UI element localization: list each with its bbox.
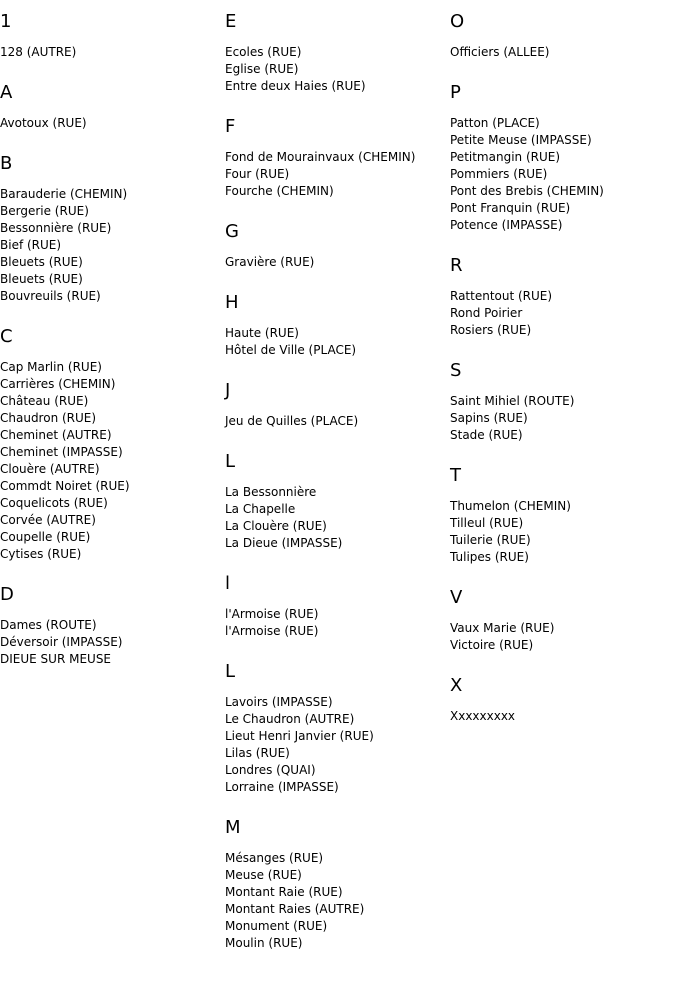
letter-group bbox=[450, 464, 675, 566]
street-list bbox=[450, 44, 675, 61]
street-link-petitmangin-rue[interactable]: Petitmangin (RUE) bbox=[450, 150, 561, 164]
letter-heading: J bbox=[225, 380, 231, 401]
street-list bbox=[225, 44, 450, 95]
street-link-pont-des-brebis-chemin[interactable]: Pont des Brebis (CHEMIN) bbox=[450, 184, 604, 198]
street-link-chateau-rue[interactable]: Château (RUE) bbox=[0, 394, 89, 408]
letter-group bbox=[450, 586, 675, 654]
street-link-carrieres-chemin[interactable]: Carrières (CHEMIN) bbox=[0, 377, 116, 391]
street-link-clouere-autre[interactable]: Clouère (AUTRE) bbox=[0, 462, 100, 476]
street-list bbox=[450, 498, 675, 566]
street-list bbox=[0, 617, 225, 668]
street-link-la-chapelle[interactable]: La Chapelle bbox=[225, 502, 296, 516]
street-link-thumelon-chemin[interactable]: Thumelon (CHEMIN) bbox=[450, 499, 571, 513]
street-link-cheminet-impasse[interactable]: Cheminet (IMPASSE) bbox=[0, 445, 123, 459]
street-list bbox=[225, 413, 450, 430]
street-link-mesanges-rue[interactable]: Mésanges (RUE) bbox=[225, 851, 324, 865]
letter-group bbox=[225, 10, 450, 95]
street-link-cap-marlin-rue[interactable]: Cap Marlin (RUE) bbox=[0, 360, 102, 374]
street-link-patton-place[interactable]: Patton (PLACE) bbox=[450, 116, 540, 130]
letter-group bbox=[450, 674, 675, 725]
street-list bbox=[450, 708, 675, 725]
letter-heading: X bbox=[450, 675, 463, 696]
letter-heading: P bbox=[450, 82, 461, 103]
letter-group bbox=[225, 450, 450, 552]
street-list bbox=[225, 325, 450, 359]
street-list bbox=[0, 44, 225, 61]
letter-heading: G bbox=[225, 221, 239, 242]
street-link-la-dieue-impasse[interactable]: La Dieue (IMPASSE) bbox=[225, 536, 343, 550]
street-link-saint-mihiel-route[interactable]: Saint Mihiel (ROUTE) bbox=[450, 394, 575, 408]
street-link-sapins-rue[interactable]: Sapins (RUE) bbox=[450, 411, 528, 425]
street-link-cheminet-autre[interactable]: Cheminet (AUTRE) bbox=[0, 428, 112, 442]
street-link-rattentout-rue[interactable]: Rattentout (RUE) bbox=[450, 289, 553, 303]
street-link-bleuets-rue[interactable]: Bleuets (RUE) bbox=[0, 255, 83, 269]
street-list bbox=[225, 149, 450, 200]
letter-group bbox=[450, 359, 675, 444]
street-link-stade-rue[interactable]: Stade (RUE) bbox=[450, 428, 523, 442]
street-link-l-armoise-rue[interactable]: l'Armoise (RUE) bbox=[225, 624, 319, 638]
street-link-rosiers-rue[interactable]: Rosiers (RUE) bbox=[450, 323, 532, 337]
letter-group bbox=[0, 10, 225, 61]
letter-heading: E bbox=[225, 11, 237, 32]
letter-group bbox=[450, 81, 675, 234]
street-link-bleuets-rue[interactable]: Bleuets (RUE) bbox=[0, 272, 83, 286]
street-link-commdt-noiret-rue[interactable]: Commdt Noiret (RUE) bbox=[0, 479, 130, 493]
letter-heading: l bbox=[225, 573, 231, 594]
street-link-bergerie-rue[interactable]: Bergerie (RUE) bbox=[0, 204, 89, 218]
letter-group bbox=[450, 254, 675, 339]
letter-heading: O bbox=[450, 11, 465, 32]
letter-group bbox=[225, 572, 450, 640]
letter-heading: T bbox=[450, 465, 461, 486]
letter-group bbox=[0, 583, 225, 668]
street-link-coquelicots-rue[interactable]: Coquelicots (RUE) bbox=[0, 496, 108, 510]
letter-group bbox=[0, 81, 225, 132]
street-link-deversoir-impasse[interactable]: Déversoir (IMPASSE) bbox=[0, 635, 123, 649]
street-link-la-clouere-rue[interactable]: La Clouère (RUE) bbox=[225, 519, 327, 533]
street-link-moulin-rue[interactable]: Moulin (RUE) bbox=[225, 936, 303, 950]
street-list bbox=[0, 359, 225, 563]
letter-group bbox=[0, 325, 225, 563]
letter-heading: B bbox=[0, 153, 13, 174]
letter-heading: 1 bbox=[0, 11, 12, 32]
street-list bbox=[450, 115, 675, 234]
street-link-meuse-rue[interactable]: Meuse (RUE) bbox=[225, 868, 302, 882]
street-link-dames-route[interactable]: Dames (ROUTE) bbox=[0, 618, 97, 632]
street-link-bief-rue[interactable]: Bief (RUE) bbox=[0, 238, 62, 252]
letter-heading: D bbox=[0, 584, 14, 605]
letter-group bbox=[450, 10, 675, 61]
street-link-fourche-chemin[interactable]: Fourche (CHEMIN) bbox=[225, 184, 334, 198]
street-link-vaux-marie-rue[interactable]: Vaux Marie (RUE) bbox=[450, 621, 555, 635]
letter-heading: V bbox=[450, 587, 463, 608]
street-link-fond-de-mourainvaux-chemin[interactable]: Fond de Mourainvaux (CHEMIN) bbox=[225, 150, 416, 164]
street-list bbox=[225, 484, 450, 552]
street-link-monument-rue[interactable]: Monument (RUE) bbox=[225, 919, 328, 933]
street-list bbox=[225, 254, 450, 271]
street-list bbox=[450, 620, 675, 654]
street-link-tuilerie-rue[interactable]: Tuilerie (RUE) bbox=[450, 533, 531, 547]
street-link-hotel-de-ville-place[interactable]: Hôtel de Ville (PLACE) bbox=[225, 343, 357, 357]
street-list bbox=[0, 115, 225, 132]
street-link-coupelle-rue[interactable]: Coupelle (RUE) bbox=[0, 530, 91, 544]
letter-group bbox=[0, 152, 225, 305]
street-link-rond-poirier[interactable]: Rond Poirier bbox=[450, 306, 523, 320]
street-link-chaudron-rue[interactable]: Chaudron (RUE) bbox=[0, 411, 97, 425]
street-link-tulipes-rue[interactable]: Tulipes (RUE) bbox=[450, 550, 529, 564]
letter-heading: M bbox=[225, 817, 241, 838]
street-index-column-2 bbox=[225, 10, 450, 972]
letter-group bbox=[225, 115, 450, 200]
street-link-pont-franquin-rue[interactable]: Pont Franquin (RUE) bbox=[450, 201, 571, 215]
street-link-londres-quai[interactable]: Londres (QUAI) bbox=[225, 763, 316, 777]
letter-heading: C bbox=[0, 326, 13, 347]
street-link-la-bessonniere[interactable]: La Bessonnière bbox=[225, 485, 317, 499]
street-list bbox=[0, 186, 225, 305]
street-index-column-3 bbox=[450, 10, 675, 745]
letter-heading: L bbox=[225, 451, 236, 472]
street-link-128-autre[interactable]: 128 (AUTRE) bbox=[0, 45, 77, 59]
letter-heading: R bbox=[450, 255, 463, 276]
letter-group bbox=[225, 220, 450, 271]
street-link-avotoux-rue[interactable]: Avotoux (RUE) bbox=[0, 116, 87, 130]
street-link-montant-raie-rue[interactable]: Montant Raie (RUE) bbox=[225, 885, 343, 899]
street-link-dieue-sur-meuse[interactable]: DIEUE SUR MEUSE bbox=[0, 652, 112, 666]
street-link-montant-raies-autre[interactable]: Montant Raies (AUTRE) bbox=[225, 902, 365, 916]
street-link-lieut-henri-janvier-rue[interactable]: Lieut Henri Janvier (RUE) bbox=[225, 729, 374, 743]
street-link-l-armoise-rue[interactable]: l'Armoise (RUE) bbox=[225, 607, 319, 621]
street-link-four-rue[interactable]: Four (RUE) bbox=[225, 167, 290, 181]
street-link-petite-meuse-impasse[interactable]: Petite Meuse (IMPASSE) bbox=[450, 133, 592, 147]
street-link-barauderie-chemin[interactable]: Barauderie (CHEMIN) bbox=[0, 187, 128, 201]
street-link-corvee-autre[interactable]: Corvée (AUTRE) bbox=[0, 513, 96, 527]
letter-heading: L bbox=[225, 661, 236, 682]
street-link-victoire-rue[interactable]: Victoire (RUE) bbox=[450, 638, 534, 652]
street-link-cytises-rue[interactable]: Cytises (RUE) bbox=[0, 547, 82, 561]
street-link-xxxxxxxxx[interactable]: Xxxxxxxxx bbox=[450, 709, 516, 723]
street-link-officiers-allee[interactable]: Officiers (ALLEE) bbox=[450, 45, 550, 59]
letter-heading: H bbox=[225, 292, 239, 313]
street-list bbox=[450, 393, 675, 444]
street-list bbox=[225, 694, 450, 796]
street-link-ecoles-rue[interactable]: Ecoles (RUE) bbox=[225, 45, 302, 59]
street-link-le-chaudron-autre[interactable]: Le Chaudron (AUTRE) bbox=[225, 712, 355, 726]
street-link-bouvreuils-rue[interactable]: Bouvreuils (RUE) bbox=[0, 289, 101, 303]
street-link-potence-impasse[interactable]: Potence (IMPASSE) bbox=[450, 218, 563, 232]
letter-group bbox=[225, 816, 450, 952]
street-list bbox=[450, 288, 675, 339]
street-link-bessonniere-rue[interactable]: Bessonnière (RUE) bbox=[0, 221, 112, 235]
street-list bbox=[225, 606, 450, 640]
street-link-lavoirs-impasse[interactable]: Lavoirs (IMPASSE) bbox=[225, 695, 333, 709]
street-index-column-1 bbox=[0, 10, 225, 688]
letter-heading: A bbox=[0, 82, 13, 103]
street-list bbox=[225, 850, 450, 952]
street-link-tilleul-rue[interactable]: Tilleul (RUE) bbox=[450, 516, 524, 530]
street-link-lorraine-impasse[interactable]: Lorraine (IMPASSE) bbox=[225, 780, 339, 794]
letter-group bbox=[225, 291, 450, 359]
letter-group bbox=[225, 660, 450, 796]
street-link-pommiers-rue[interactable]: Pommiers (RUE) bbox=[450, 167, 548, 181]
street-link-jeu-de-quilles-place[interactable]: Jeu de Quilles (PLACE) bbox=[225, 414, 359, 428]
street-link-entre-deux-haies-rue[interactable]: Entre deux Haies (RUE) bbox=[225, 79, 366, 93]
letter-heading: S bbox=[450, 360, 462, 381]
street-link-lilas-rue[interactable]: Lilas (RUE) bbox=[225, 746, 290, 760]
letter-heading: F bbox=[225, 116, 236, 137]
street-link-graviere-rue[interactable]: Gravière (RUE) bbox=[225, 255, 315, 269]
letter-group bbox=[225, 379, 450, 430]
street-link-haute-rue[interactable]: Haute (RUE) bbox=[225, 326, 299, 340]
street-link-eglise-rue[interactable]: Eglise (RUE) bbox=[225, 62, 299, 76]
